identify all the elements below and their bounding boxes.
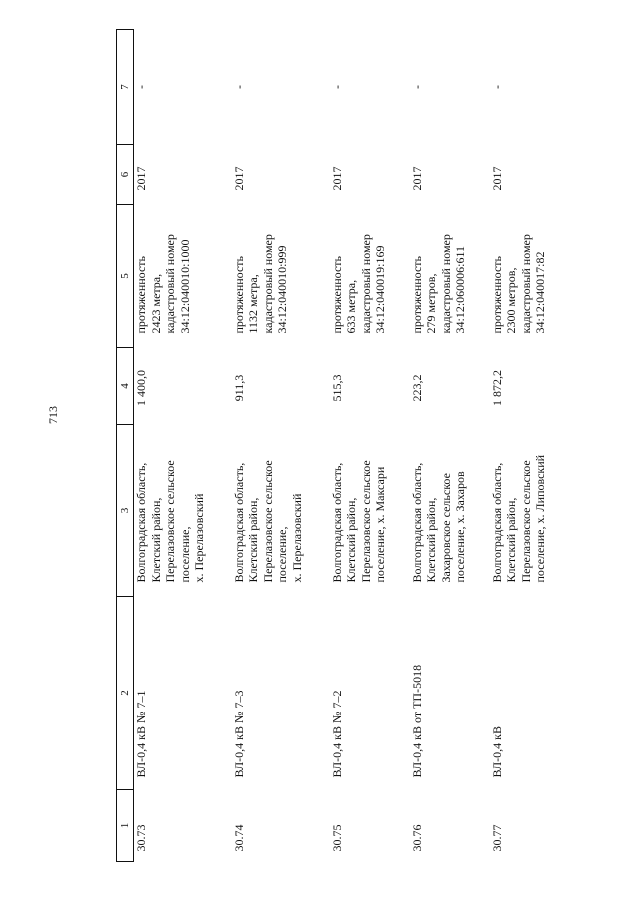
registry-table xyxy=(116,29,572,862)
object-address: Волгоградская область, Клетский район, Захаровское сельское поселение, х. Захаров xyxy=(409,462,467,583)
column-header-1: 1 xyxy=(117,790,134,862)
object-name: ВЛ-0,4 кВ № 7–2 xyxy=(329,690,344,778)
object-description: протяженность 2423 метра, кадастровый номер 34:12:040010:1000 xyxy=(134,234,192,334)
object-description: протяженность 279 метров, кадастровый номер 34:12:060006:611 xyxy=(409,234,467,334)
object-value: 911,3 xyxy=(231,374,246,402)
object-year: 2017 xyxy=(329,166,344,191)
object-description: протяженность 1132 метра, кадастровый номер 34:12:040010:999 xyxy=(231,234,289,334)
object-description: протяженность 2300 метров, кадастровый номер 34:12:040017:82 xyxy=(489,234,547,334)
column-header-5: 5 xyxy=(117,205,134,348)
column-header-3: 3 xyxy=(117,425,134,597)
object-note: - xyxy=(231,85,246,89)
column-header-4: 4 xyxy=(117,348,134,425)
object-name: ВЛ-0,4 кВ № 7–1 xyxy=(134,690,148,778)
object-name: ВЛ-0,4 кВ от ТП-5018 xyxy=(409,664,424,778)
object-year: 2017 xyxy=(134,166,148,191)
row-number: 30.77 xyxy=(489,824,504,852)
row-number: 30.74 xyxy=(231,824,246,852)
object-year: 2017 xyxy=(409,166,424,191)
row-number: 30.73 xyxy=(134,824,148,852)
object-address: Волгоградская область, Клетский район, Перелазовское сельское поселение, х. Максари xyxy=(329,460,387,583)
object-year: 2017 xyxy=(489,166,504,191)
row-number: 30.75 xyxy=(329,824,344,852)
page-number: 713 xyxy=(46,406,60,424)
table-row xyxy=(330,30,410,862)
object-note: - xyxy=(329,85,344,89)
object-value: 515,3 xyxy=(329,374,344,402)
object-note: - xyxy=(489,85,504,89)
column-number-header xyxy=(117,30,134,862)
object-note: - xyxy=(409,85,424,89)
object-address: Волгоградская область, Клетский район, Перелазовское сельское поселение, х. Перелазовский xyxy=(134,460,206,583)
object-value: 1 872,2 xyxy=(489,370,504,406)
object-note: - xyxy=(134,85,148,89)
object-address: Волгоградская область, Клетский район, Перелазовское сельское поселение, х. Липовский xyxy=(489,454,547,583)
object-name: ВЛ-0,4 кВ xyxy=(489,725,504,778)
object-description: протяженность 633 метра, кадастровый номер 34:12:040019:169 xyxy=(329,234,387,334)
column-header-7: 7 xyxy=(117,30,134,145)
row-number: 30.76 xyxy=(409,824,424,852)
table-row xyxy=(232,30,330,862)
registry-table-container xyxy=(116,30,547,862)
object-value: 1 400,0 xyxy=(134,370,148,406)
table-row xyxy=(410,30,490,862)
object-year: 2017 xyxy=(231,166,246,191)
column-header-2: 2 xyxy=(117,597,134,790)
table-row xyxy=(134,30,232,862)
object-value: 223,2 xyxy=(409,374,424,402)
table-row xyxy=(490,30,572,862)
column-header-6: 6 xyxy=(117,145,134,205)
object-address: Волгоградская область, Клетский район, Перелазовское сельское поселение, х. Перелазовский xyxy=(231,460,304,583)
object-name: ВЛ-0,4 кВ № 7–3 xyxy=(231,690,246,778)
